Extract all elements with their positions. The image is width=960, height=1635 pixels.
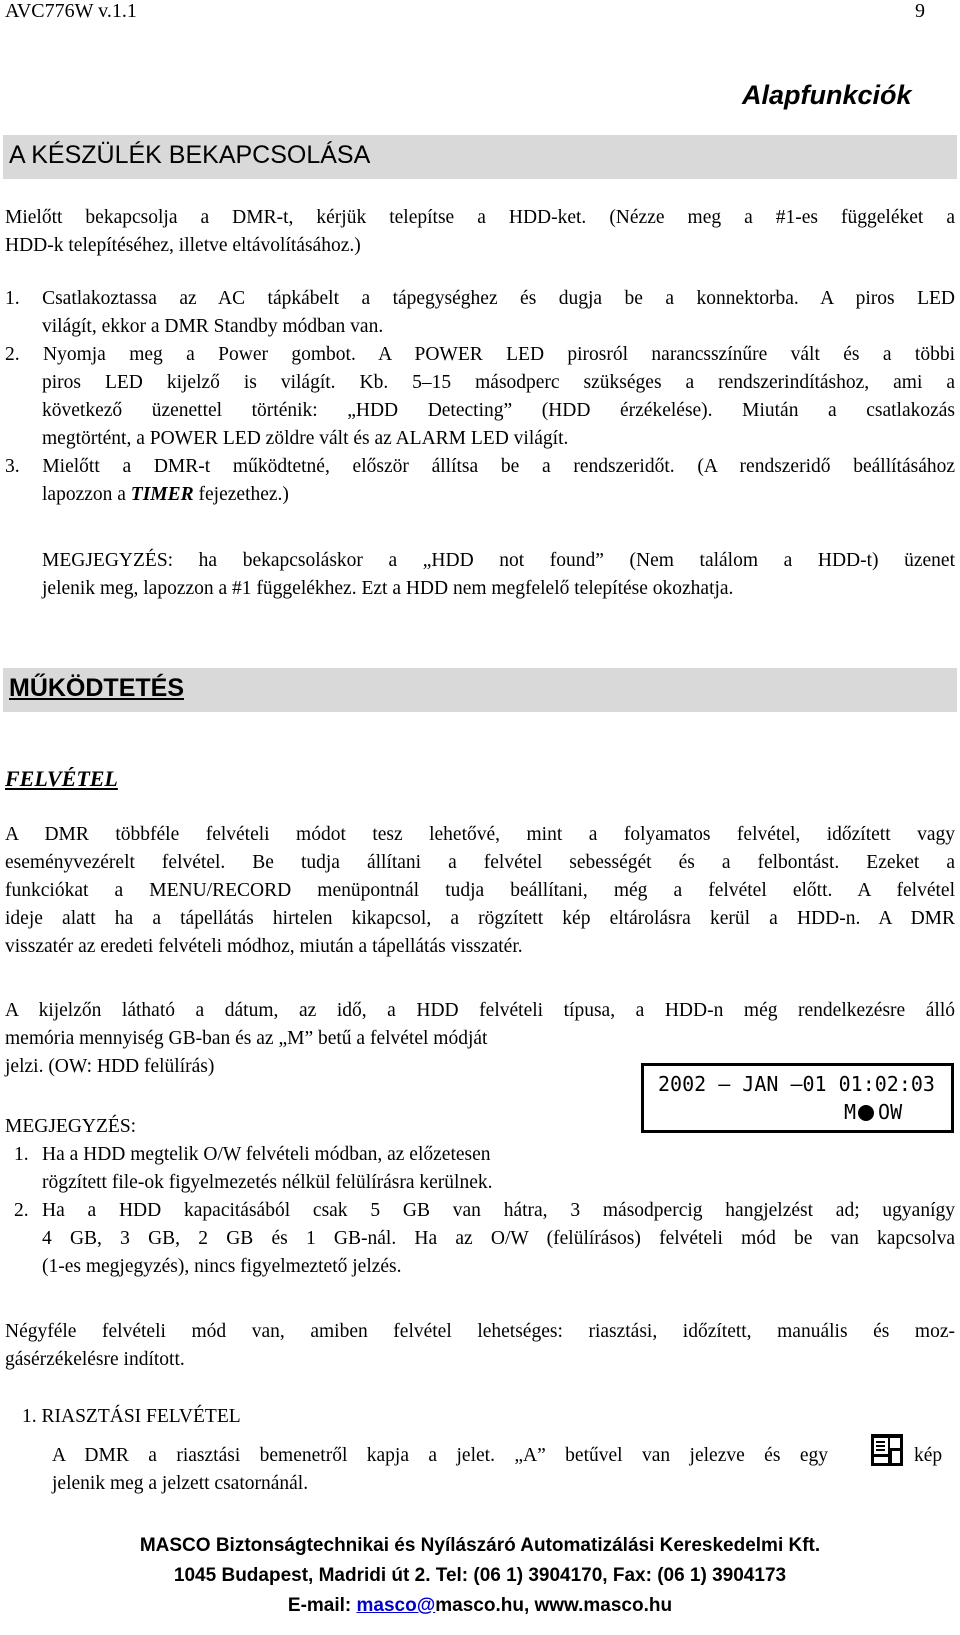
recording-paragraph-line: eseményvezérelt felvétel. Be tudja állítani a felvétel sebességét és a felbontást. Ezeket a xyxy=(5,852,955,873)
lcd-mode-letter: M xyxy=(844,1100,857,1124)
section-heading-power-on: A KÉSZÜLÉK BEKAPCSOLÁSA xyxy=(9,141,371,169)
footer-contact xyxy=(0,1591,960,1621)
lcd-overwrite-flag: OW xyxy=(878,1100,903,1124)
header-page-number: 9 xyxy=(915,0,925,22)
step-1-line: 1. Csatlakoztassa az AC tápkábelt a tápegységhez és dugja be a konnektorba. A piros LED xyxy=(5,288,955,309)
timer-chapter-reference: TIMER xyxy=(130,484,194,505)
note-2-line: 4 GB, 3 GB, 2 GB és 1 GB-nál. Ha az O/W (felülírásos) felvételi mód be van kapcsolva xyxy=(42,1228,955,1249)
note-1-line: rögzített file-ok figyelmezetés nélkül felülírásra kerülnek. xyxy=(42,1172,493,1193)
subheading-recording: FELVÉTEL xyxy=(5,766,118,791)
step-2-line: piros LED kijelző is világít. Kb. 5–15 másodperc szükséges a rendszerindításhoz, ami a xyxy=(42,372,955,393)
recording-paragraph-line: visszatér az eredeti felvételi módhoz, miután a tápellátás visszatér. xyxy=(5,936,523,957)
step-3-text: fejezethez.) xyxy=(193,484,289,505)
section-heading-bar-operation xyxy=(3,668,957,712)
header-doc-version: AVC776W v.1.1 xyxy=(5,0,137,22)
display-paragraph-line: jelzi. (OW: HDD felülírás) xyxy=(5,1056,215,1077)
footer-email-link[interactable]: masco@ xyxy=(356,1595,436,1616)
modes-paragraph-line: Négyféle felvételi mód van, amiben felvétel lehetséges: riasztási, időzített, manuális és moz- xyxy=(5,1321,955,1342)
chapter-title: Alapfunkciók xyxy=(742,80,912,110)
step-2-line: megtörtént, a POWER LED zöldre vált és az ALARM LED világít. xyxy=(42,428,569,449)
paragraph-intro-line: HDD-k telepítéséhez, illetve eltávolításához.) xyxy=(5,235,361,256)
step-3-line: 3. Mielőtt a DMR-t működtetné, először állítsa be a rendszeridőt. (A rendszeridő beállításához xyxy=(5,456,955,477)
note-1-line: Ha a HDD megtelik O/W felvételi módban, az előzetesen xyxy=(42,1144,491,1165)
paragraph-intro-line: Mielőtt bekapcsolja a DMR-t, kérjük telepítse a HDD-ket. (Nézze meg a #1-es függeléket a xyxy=(5,207,955,228)
alarm-camera-icon xyxy=(870,1433,904,1467)
note-2-number: 2. xyxy=(14,1200,29,1221)
lcd-datetime: 2002 – JAN –01 01:02:03 xyxy=(658,1072,935,1096)
mode-1-line: A DMR a riasztási bemenetről kapja a jelet. „A” betűvel van jelezve és egy xyxy=(52,1445,828,1466)
display-paragraph-line: memória mennyiség GB-ban és az „M” betű a felvétel módját xyxy=(5,1028,488,1049)
modes-paragraph-line: gásérzékelésre indított. xyxy=(5,1349,185,1370)
notes-title: MEGJEGYZÉS: xyxy=(5,1116,137,1137)
step-1-line: világít, ekkor a DMR Standby módban van. xyxy=(42,316,384,337)
section-heading-operation: MŰKÖDTETÉS xyxy=(9,674,184,702)
step-2-line: következő üzenettel történik: „HDD Detecting” (HDD érzékelése). Miután a csatlakozás xyxy=(42,400,955,421)
note-line: jelenik meg, lapozzon a #1 függelékhez. Ezt a HDD nem megfelelő telepítése okozhatja. xyxy=(42,578,734,599)
note-2-line: (1-es megjegyzés), nincs figyelmeztető jelzés. xyxy=(42,1256,402,1277)
footer-company: MASCO Biztonságtechnikai és Nyílászáró Automatizálási Kereskedelmi Kft. xyxy=(139,1535,821,1556)
recording-paragraph-line: A DMR többféle felvételi módot tesz lehetővé, mint a folyamatos felvétel, időzített vagy xyxy=(5,824,955,845)
mode-1-line-end: kép xyxy=(914,1445,943,1466)
mode-1-line: jelenik meg a jelzett csatornánál. xyxy=(52,1473,309,1494)
section-heading-bar-power-on xyxy=(3,135,957,179)
step-3-text: lapozzon a xyxy=(42,484,131,505)
note-1-number: 1. xyxy=(14,1144,29,1165)
note-2-line: Ha a HDD kapacitásából csak 5 GB van hátra, 3 másodpercig hangjelzést ad; ugyanígy xyxy=(42,1200,955,1221)
display-paragraph-line: A kijelzőn látható a dátum, az idő, a HDD felvételi típusa, a HDD-n még rendelkezésre álló xyxy=(5,1000,955,1021)
footer-address: 1045 Budapest, Madridi út 2. Tel: (06 1) 3904170, Fax: (06 1) 3904173 xyxy=(173,1565,787,1586)
recording-paragraph-line: funkciókat a MENU/RECORD menüpontnál tudja beállítani, még a felvétel előtt. A felvétel xyxy=(5,880,955,901)
footer-web: masco.hu, www.masco.hu xyxy=(435,1595,673,1616)
step-3-line xyxy=(42,481,942,509)
footer-email-label: E-mail: xyxy=(287,1595,357,1616)
recording-paragraph-line: ideje alatt ha a tápellátás hirtelen kikapcsol, a rögzített kép eltárolásra kerül a HDD-n. A DMR xyxy=(5,908,955,929)
step-2-line: 2. Nyomja meg a Power gombot. A POWER LED pirosról narancsszínűre vált és a többi xyxy=(5,344,955,365)
note-line: MEGJEGYZÉS: ha bekapcsoláskor a „HDD not found” (Nem találom a HDD-t) üzenet xyxy=(42,550,955,571)
mode-1-title: 1. RIASZTÁSI FELVÉTEL xyxy=(22,1406,241,1427)
